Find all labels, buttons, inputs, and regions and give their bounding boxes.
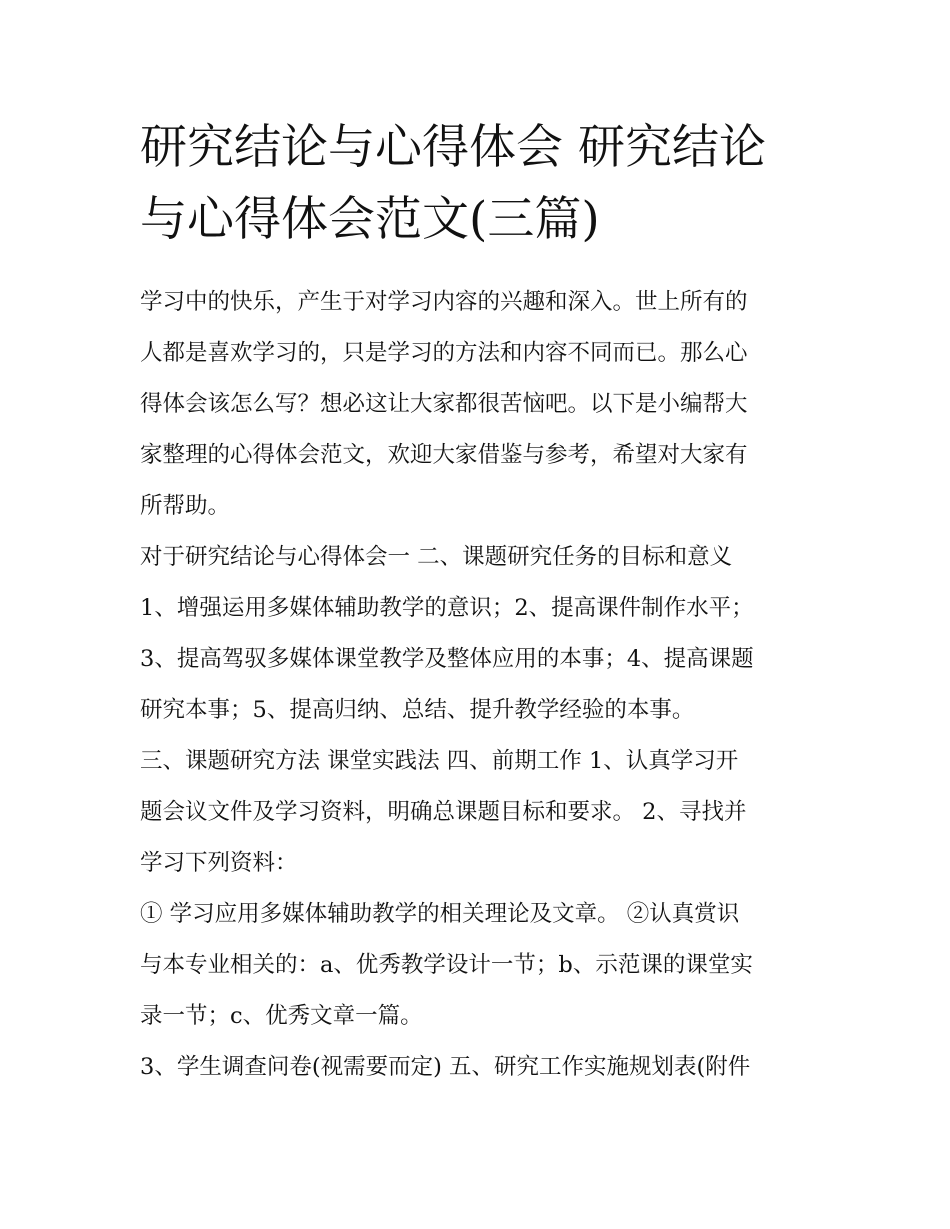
title-line-1: 研究结论与心得体会 研究结论	[140, 120, 766, 175]
body-line-10: 三、课题研究方法 课堂实践法 四、前期工作 1、认真学习开	[140, 748, 739, 774]
body-line-13: ① 学习应用多媒体辅助教学的相关理论及文章。 ②认真赏识	[140, 901, 740, 927]
body-line-16: 3、学生调查问卷(视需要而定) 五、研究工作实施规划表(附件	[140, 1054, 751, 1080]
body-line-1: 学习中的快乐，产生于对学习内容的兴趣和深入。世上所有的	[140, 289, 748, 315]
body-line-11: 题会议文件及学习资料，明确总课题目标和要求。 2、寻找并	[140, 799, 747, 825]
body-line-3: 得体会该怎么写？想必这让大家都很苦恼吧。以下是小编帮大	[140, 391, 748, 417]
body-line-8: 3、提高驾驭多媒体课堂教学及整体应用的本事；4、提高课题	[140, 646, 754, 672]
title-line-2: 与心得体会范文(三篇)	[140, 192, 600, 247]
body-line-9: 研究本事；5、提高归纳、总结、提升教学经验的本事。	[140, 697, 695, 723]
body-line-2: 人都是喜欢学习的，只是学习的方法和内容不同而已。那么心	[140, 340, 748, 366]
document-title	[140, 112, 820, 256]
body-line-4: 家整理的心得体会范文，欢迎大家借鉴与参考，希望对大家有	[140, 442, 748, 468]
body-line-6: 对于研究结论与心得体会一 二、课题研究任务的目标和意义	[140, 544, 733, 570]
body-line-5: 所帮助。	[140, 493, 231, 519]
body-line-14: 与本专业相关的：a、优秀教学设计一节；b、示范课的课堂实	[140, 952, 753, 978]
body-line-7: 1、增强运用多媒体辅助教学的意识；2、提高课件制作水平；	[140, 595, 754, 621]
body-line-12: 学习下列资料：	[140, 850, 298, 876]
body-line-15: 录一节；c、优秀文章一篇。	[140, 1003, 423, 1029]
document-body	[140, 277, 820, 1093]
